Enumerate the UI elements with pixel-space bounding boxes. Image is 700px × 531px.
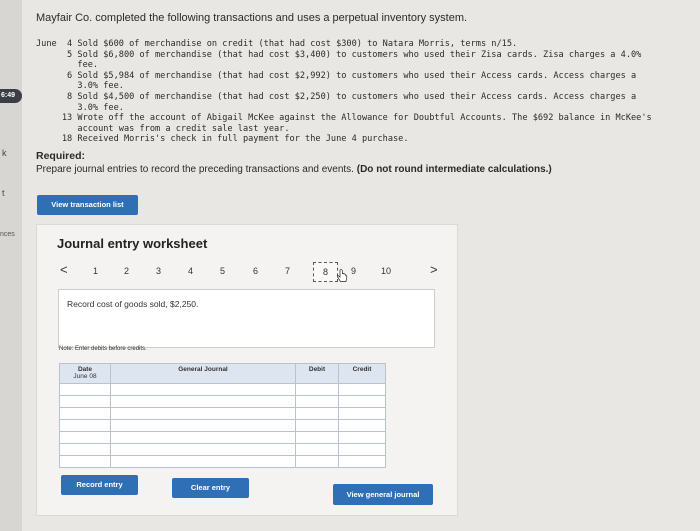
table-row [60, 384, 386, 396]
table-header-row [60, 364, 386, 384]
page-link[interactable]: 4 [188, 266, 194, 276]
problem-intro: Mayfair Co. completed the following transactions and uses a perpetual inventory system. [36, 12, 468, 24]
first-row-date: June 08 [73, 373, 97, 380]
required-rounding-note: (Do not round intermediate calculations.) [356, 164, 552, 175]
credit-cell[interactable] [339, 408, 386, 420]
page-link[interactable]: 5 [220, 266, 226, 276]
account-cell[interactable] [111, 408, 296, 420]
account-cell[interactable] [111, 396, 296, 408]
next-page-arrow[interactable]: > [430, 262, 438, 277]
entry-description: Record cost of goods sold, $2,250. [67, 299, 199, 309]
debit-column-header: Debit [296, 364, 339, 384]
page-link[interactable]: 2 [124, 266, 130, 276]
table-row [60, 396, 386, 408]
worksheet-title: Journal entry worksheet [57, 236, 208, 251]
clear-entry-button[interactable]: Clear entry [172, 478, 249, 498]
side-mark: k [2, 148, 7, 158]
page-link[interactable]: 6 [253, 266, 259, 276]
table-row [60, 408, 386, 420]
date-cell[interactable] [60, 408, 111, 420]
debit-cell[interactable] [296, 432, 339, 444]
current-page-link[interactable]: 8 [313, 262, 338, 282]
page-link[interactable]: 1 [93, 266, 99, 276]
page-link[interactable]: 10 [381, 266, 392, 276]
debit-cell[interactable] [296, 408, 339, 420]
credit-cell[interactable] [339, 432, 386, 444]
required-heading: Required: [36, 150, 86, 162]
debit-cell[interactable] [296, 444, 339, 456]
side-mark: t [2, 188, 5, 198]
page-link[interactable]: 3 [156, 266, 162, 276]
required-instruction: Prepare journal entries to record the preceding transactions and events. [36, 164, 354, 175]
date-cell[interactable] [60, 456, 111, 468]
credit-cell[interactable] [339, 420, 386, 432]
table-row [60, 456, 386, 468]
left-side-strip [0, 0, 22, 531]
general-journal-column-header: General Journal [111, 364, 296, 384]
page-link[interactable]: 7 [285, 266, 291, 276]
prev-page-arrow[interactable]: < [60, 262, 68, 277]
account-cell[interactable] [111, 384, 296, 396]
debit-cell[interactable] [296, 396, 339, 408]
credit-cell[interactable] [339, 384, 386, 396]
date-cell[interactable] [60, 384, 111, 396]
debit-cell[interactable] [296, 384, 339, 396]
date-column-header [60, 364, 111, 384]
timer-badge: 6:49 [0, 89, 22, 103]
account-cell[interactable] [111, 432, 296, 444]
credit-cell[interactable] [339, 456, 386, 468]
view-general-journal-button[interactable]: View general journal [333, 484, 433, 505]
date-cell[interactable] [60, 396, 111, 408]
date-cell[interactable] [60, 420, 111, 432]
table-row [60, 444, 386, 456]
entry-note: Note: Enter debits before credits. [59, 346, 147, 352]
date-header-label: Date [77, 366, 93, 373]
required-text [36, 164, 552, 175]
table-row [60, 432, 386, 444]
date-cell[interactable] [60, 432, 111, 444]
date-cell[interactable] [60, 444, 111, 456]
table-row [60, 420, 386, 432]
record-entry-button[interactable]: Record entry [61, 475, 138, 495]
journal-entry-table [59, 363, 386, 468]
view-transaction-list-button[interactable]: View transaction list [37, 195, 138, 215]
credit-cell[interactable] [339, 396, 386, 408]
credit-cell[interactable] [339, 444, 386, 456]
account-cell[interactable] [111, 420, 296, 432]
page-link[interactable]: 9 [351, 266, 357, 276]
worksheet-pager [60, 262, 450, 286]
account-cell[interactable] [111, 444, 296, 456]
credit-column-header: Credit [339, 364, 386, 384]
account-cell[interactable] [111, 456, 296, 468]
side-label: nces [0, 231, 15, 238]
transaction-list-text: June 4 Sold $600 of merchandise on credit (that had cost $300) to Natara Morris, terms n/15. 5 Sold $6,800 of merchandise (that had cost $3,400) to customers who used their Zisa cards. Zisa charges a 4.0% fee. 6 Sold $5,984 of merchandise (that had cost $2,992) to customers who used their Access cards. Access charges a 3.0% fee. 8 Sold $4,500 of merchandise (that had cost $2,250) to customers who used their Access cards. Access charges a 3.0% fee. 13 Wrote off the account of Abigail McKee against the Allowance for Doubtful Accounts. The $692 balance in McKee's account was from a credit sale last year. 18 Received Morris's check in full payment for the June 4 purchase. [36, 39, 652, 145]
debit-cell[interactable] [296, 456, 339, 468]
hand-cursor-icon [336, 269, 348, 283]
entry-description-box [58, 289, 435, 348]
debit-cell[interactable] [296, 420, 339, 432]
